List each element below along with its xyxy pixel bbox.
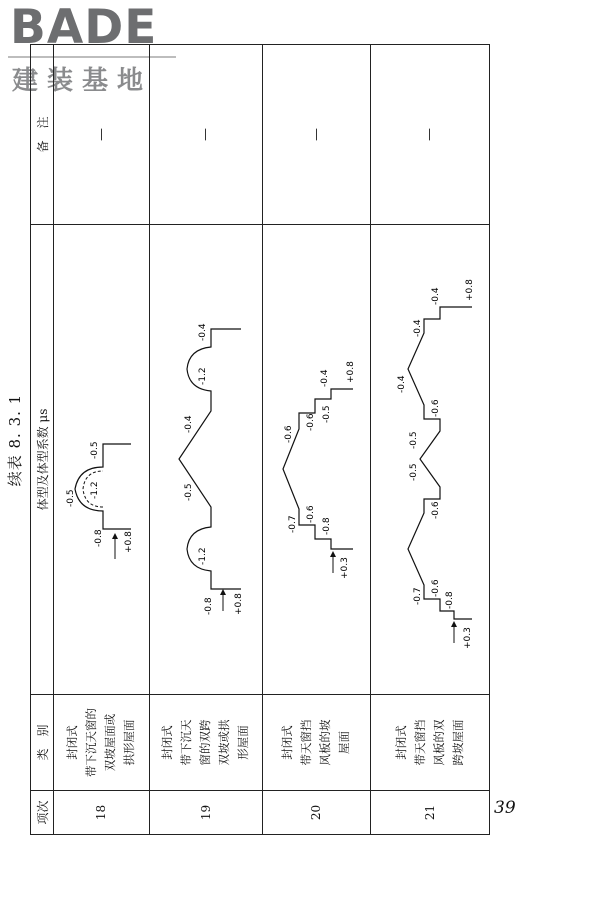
row-category: 封闭式 带天窗挡 风板的双 跨坡屋面	[370, 695, 489, 791]
row-number: 21	[370, 791, 489, 835]
shape-diagram-21	[370, 225, 489, 695]
shape-diagram-20	[263, 225, 371, 695]
coeff-label: -0.6	[284, 425, 295, 444]
coeff-label: -0.6	[430, 579, 441, 598]
coeff-label: -1.2	[90, 481, 101, 500]
row-remark: —	[370, 45, 489, 225]
row-number: 20	[263, 791, 371, 835]
coeff-label: -0.5	[408, 431, 419, 450]
row-category: 封闭式 带下沉天 窗的双跨 双坡或拱 形屋面	[149, 695, 262, 791]
coeff-label: -0.4	[396, 375, 407, 394]
coeff-label: -0.5	[183, 483, 194, 502]
header-no: 项次	[31, 791, 54, 835]
coeff-label: -0.6	[306, 505, 317, 524]
coeff-label: -0.4	[412, 319, 423, 338]
coeff-label: -0.8	[444, 591, 455, 610]
page-number: 39	[494, 798, 516, 818]
wind-coefficient-table	[30, 44, 490, 835]
coeff-label: -0.8	[94, 529, 105, 548]
shape-diagram-18	[54, 225, 150, 695]
coeff-label: -0.5	[322, 405, 333, 424]
coeff-label: -0.6	[306, 413, 317, 432]
coeff-label: +0.3	[340, 557, 351, 580]
header-remark: 备 注	[31, 45, 54, 225]
coeff-label: -0.7	[288, 515, 299, 534]
rotated-table-block	[6, 45, 570, 835]
table-header-row	[31, 45, 54, 835]
row-number: 19	[149, 791, 262, 835]
coeff-label: +0.8	[346, 361, 357, 384]
shape-diagram-19	[149, 225, 262, 695]
table-row	[149, 45, 262, 835]
coeff-label: -1.2	[197, 547, 208, 566]
logo-wordmark: BADE	[10, 0, 158, 55]
logo-subtitle: 建装基地	[12, 66, 153, 96]
coeff-label: -0.6	[430, 501, 441, 520]
header-diagram: 体型及体型系数 μs	[31, 225, 54, 695]
coeff-label: +0.3	[462, 627, 473, 650]
coeff-label: +0.8	[464, 279, 475, 302]
coeff-label: -0.4	[197, 323, 208, 342]
table-row	[263, 45, 371, 835]
coeff-label: -0.8	[203, 597, 214, 616]
coeff-label: -0.4	[183, 415, 194, 434]
coeff-label: -0.4	[430, 287, 441, 306]
coeff-label: -0.6	[430, 399, 441, 418]
row-remark: —	[54, 45, 150, 225]
coeff-label: +0.8	[124, 531, 135, 554]
coeff-label: -0.5	[408, 463, 419, 482]
row-remark: —	[263, 45, 371, 225]
table-caption: 续表 8. 3. 1	[6, 393, 24, 487]
coeff-label: -0.5	[66, 489, 77, 508]
coeff-label: -0.7	[412, 587, 423, 606]
header-category: 类 别	[31, 695, 54, 791]
coeff-label: +0.8	[233, 593, 244, 616]
row-category: 封闭式 带下沉天窗的 双坡屋面或 拱形屋面	[54, 695, 150, 791]
row-category: 封闭式 带天窗挡 风板的坡 屋面	[263, 695, 371, 791]
coeff-label: -0.4	[320, 369, 331, 388]
table-row	[54, 45, 150, 835]
row-remark: —	[149, 45, 262, 225]
coeff-label: -1.2	[197, 367, 208, 386]
table-row	[370, 45, 489, 835]
row-number: 18	[54, 791, 150, 835]
coeff-label: -0.5	[90, 441, 101, 460]
coeff-label: -0.8	[322, 517, 333, 536]
